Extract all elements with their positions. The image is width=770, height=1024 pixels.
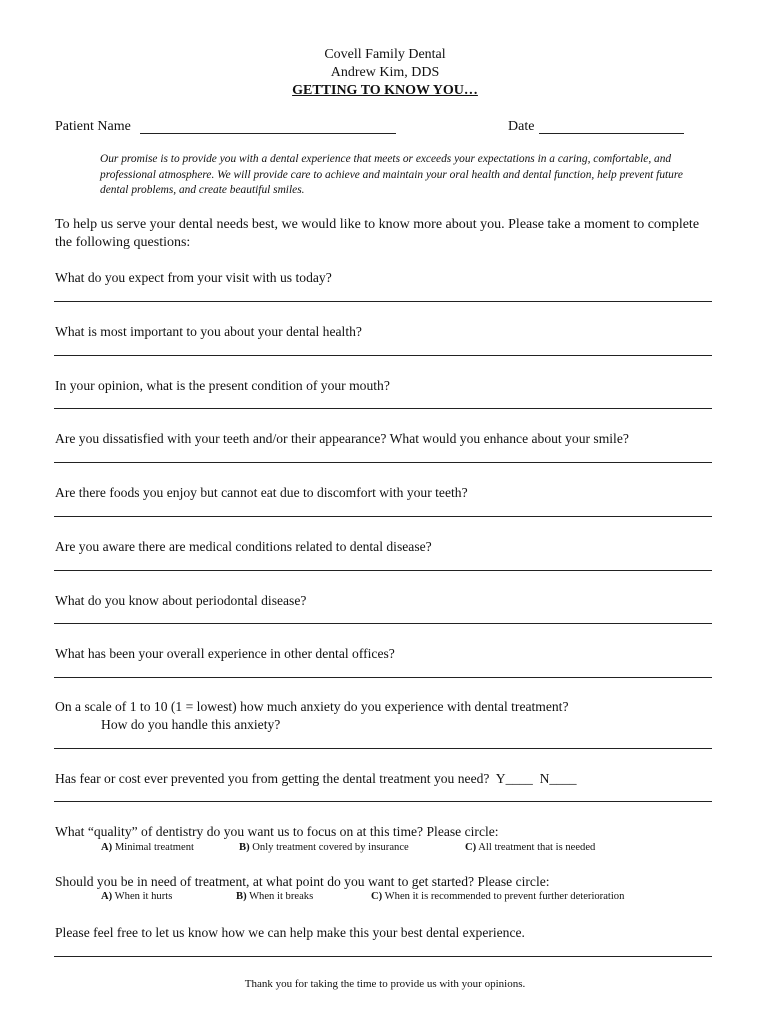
date-field[interactable] (539, 118, 684, 134)
option-text: Only treatment covered by insurance (252, 842, 409, 853)
patient-name-label: Patient Name (55, 119, 131, 134)
option-letter: A) (101, 891, 113, 902)
option-letter: B) (236, 891, 247, 902)
question-10-text: Has fear or cost ever prevented you from getting the dental treatment you need? (55, 771, 490, 786)
question-9-followup: How do you handle this anxiety? (101, 717, 281, 732)
doctor-name: Andrew Kim, DDS (330, 65, 440, 80)
date-label: Date (508, 119, 535, 134)
answer-line-1[interactable] (54, 301, 712, 302)
option-text: Minimal treatment (114, 842, 194, 853)
option-text: All treatment that is needed (478, 842, 596, 853)
option-text: When it hurts (114, 891, 173, 902)
answer-line-13[interactable] (54, 956, 712, 957)
timing-option-c[interactable] (371, 891, 624, 902)
answer-line-3[interactable] (54, 408, 712, 409)
page-title: GETTING TO KNOW YOU… (292, 83, 478, 98)
option-letter: C) (371, 891, 383, 902)
question-4: Are you dissatisfied with your teeth and/or their appearance? What would you enhance about your smile? (55, 431, 629, 446)
option-letter: C) (465, 842, 477, 853)
answer-line-7[interactable] (54, 623, 712, 624)
question-8: What has been your overall experience in other dental offices? (55, 646, 395, 661)
answer-line-2[interactable] (54, 355, 712, 356)
answer-line-5[interactable] (54, 516, 712, 517)
question-10 (55, 771, 577, 787)
question-2: What is most important to you about your dental health? (55, 324, 362, 339)
question-5: Are there foods you enjoy but cannot eat due to discomfort with your teeth? (55, 485, 468, 500)
question-6: Are you aware there are medical conditions related to dental disease? (55, 539, 432, 554)
question-12: Should you be in need of treatment, at what point do you want to get started? Please circle: (55, 874, 550, 889)
answer-line-8[interactable] (54, 677, 712, 678)
question-11: What “quality” of dentistry do you want us to focus on at this time? Please circle: (55, 824, 499, 839)
yes-blank[interactable]: Y____ (495, 771, 533, 786)
answer-line-10[interactable] (54, 801, 712, 802)
footer-thanks: Thank you for taking the time to provide us with your opinions. (244, 978, 526, 990)
question-13: Please feel free to let us know how we can help make this your best dental experience. (55, 925, 525, 940)
patient-name-field[interactable] (140, 118, 396, 134)
answer-line-4[interactable] (54, 462, 712, 463)
promise-statement: Our promise is to provide you with a dental experience that meets or exceeds your expectations in a caring, comfortable, and professional atmosphere. We will provide care to achieve and maintain your oral health and dental function, help prevent future dental problems, and create beautiful smiles. (100, 153, 683, 196)
option-text: When it breaks (249, 891, 314, 902)
option-text: When it is recommended to prevent further deterioration (384, 891, 625, 902)
intro-text: To help us serve your dental needs best, we would like to know more about you. Please take a moment to complete the following questions: (55, 217, 700, 250)
no-blank[interactable]: N____ (539, 771, 577, 786)
timing-option-b[interactable] (236, 891, 313, 902)
quality-option-a[interactable] (101, 842, 194, 853)
answer-line-9[interactable] (54, 748, 712, 749)
option-letter: B) (239, 842, 250, 853)
quality-option-c[interactable] (465, 842, 595, 853)
question-9: On a scale of 1 to 10 (1 = lowest) how much anxiety do you experience with dental treatment? (55, 699, 569, 714)
question-1: What do you expect from your visit with us today? (55, 270, 332, 285)
timing-option-a[interactable] (101, 891, 172, 902)
option-letter: A) (101, 842, 113, 853)
question-3: In your opinion, what is the present condition of your mouth? (55, 378, 390, 393)
practice-name: Covell Family Dental (324, 47, 446, 62)
answer-line-6[interactable] (54, 570, 712, 571)
question-7: What do you know about periodontal disease? (55, 593, 307, 608)
quality-option-b[interactable] (239, 842, 409, 853)
